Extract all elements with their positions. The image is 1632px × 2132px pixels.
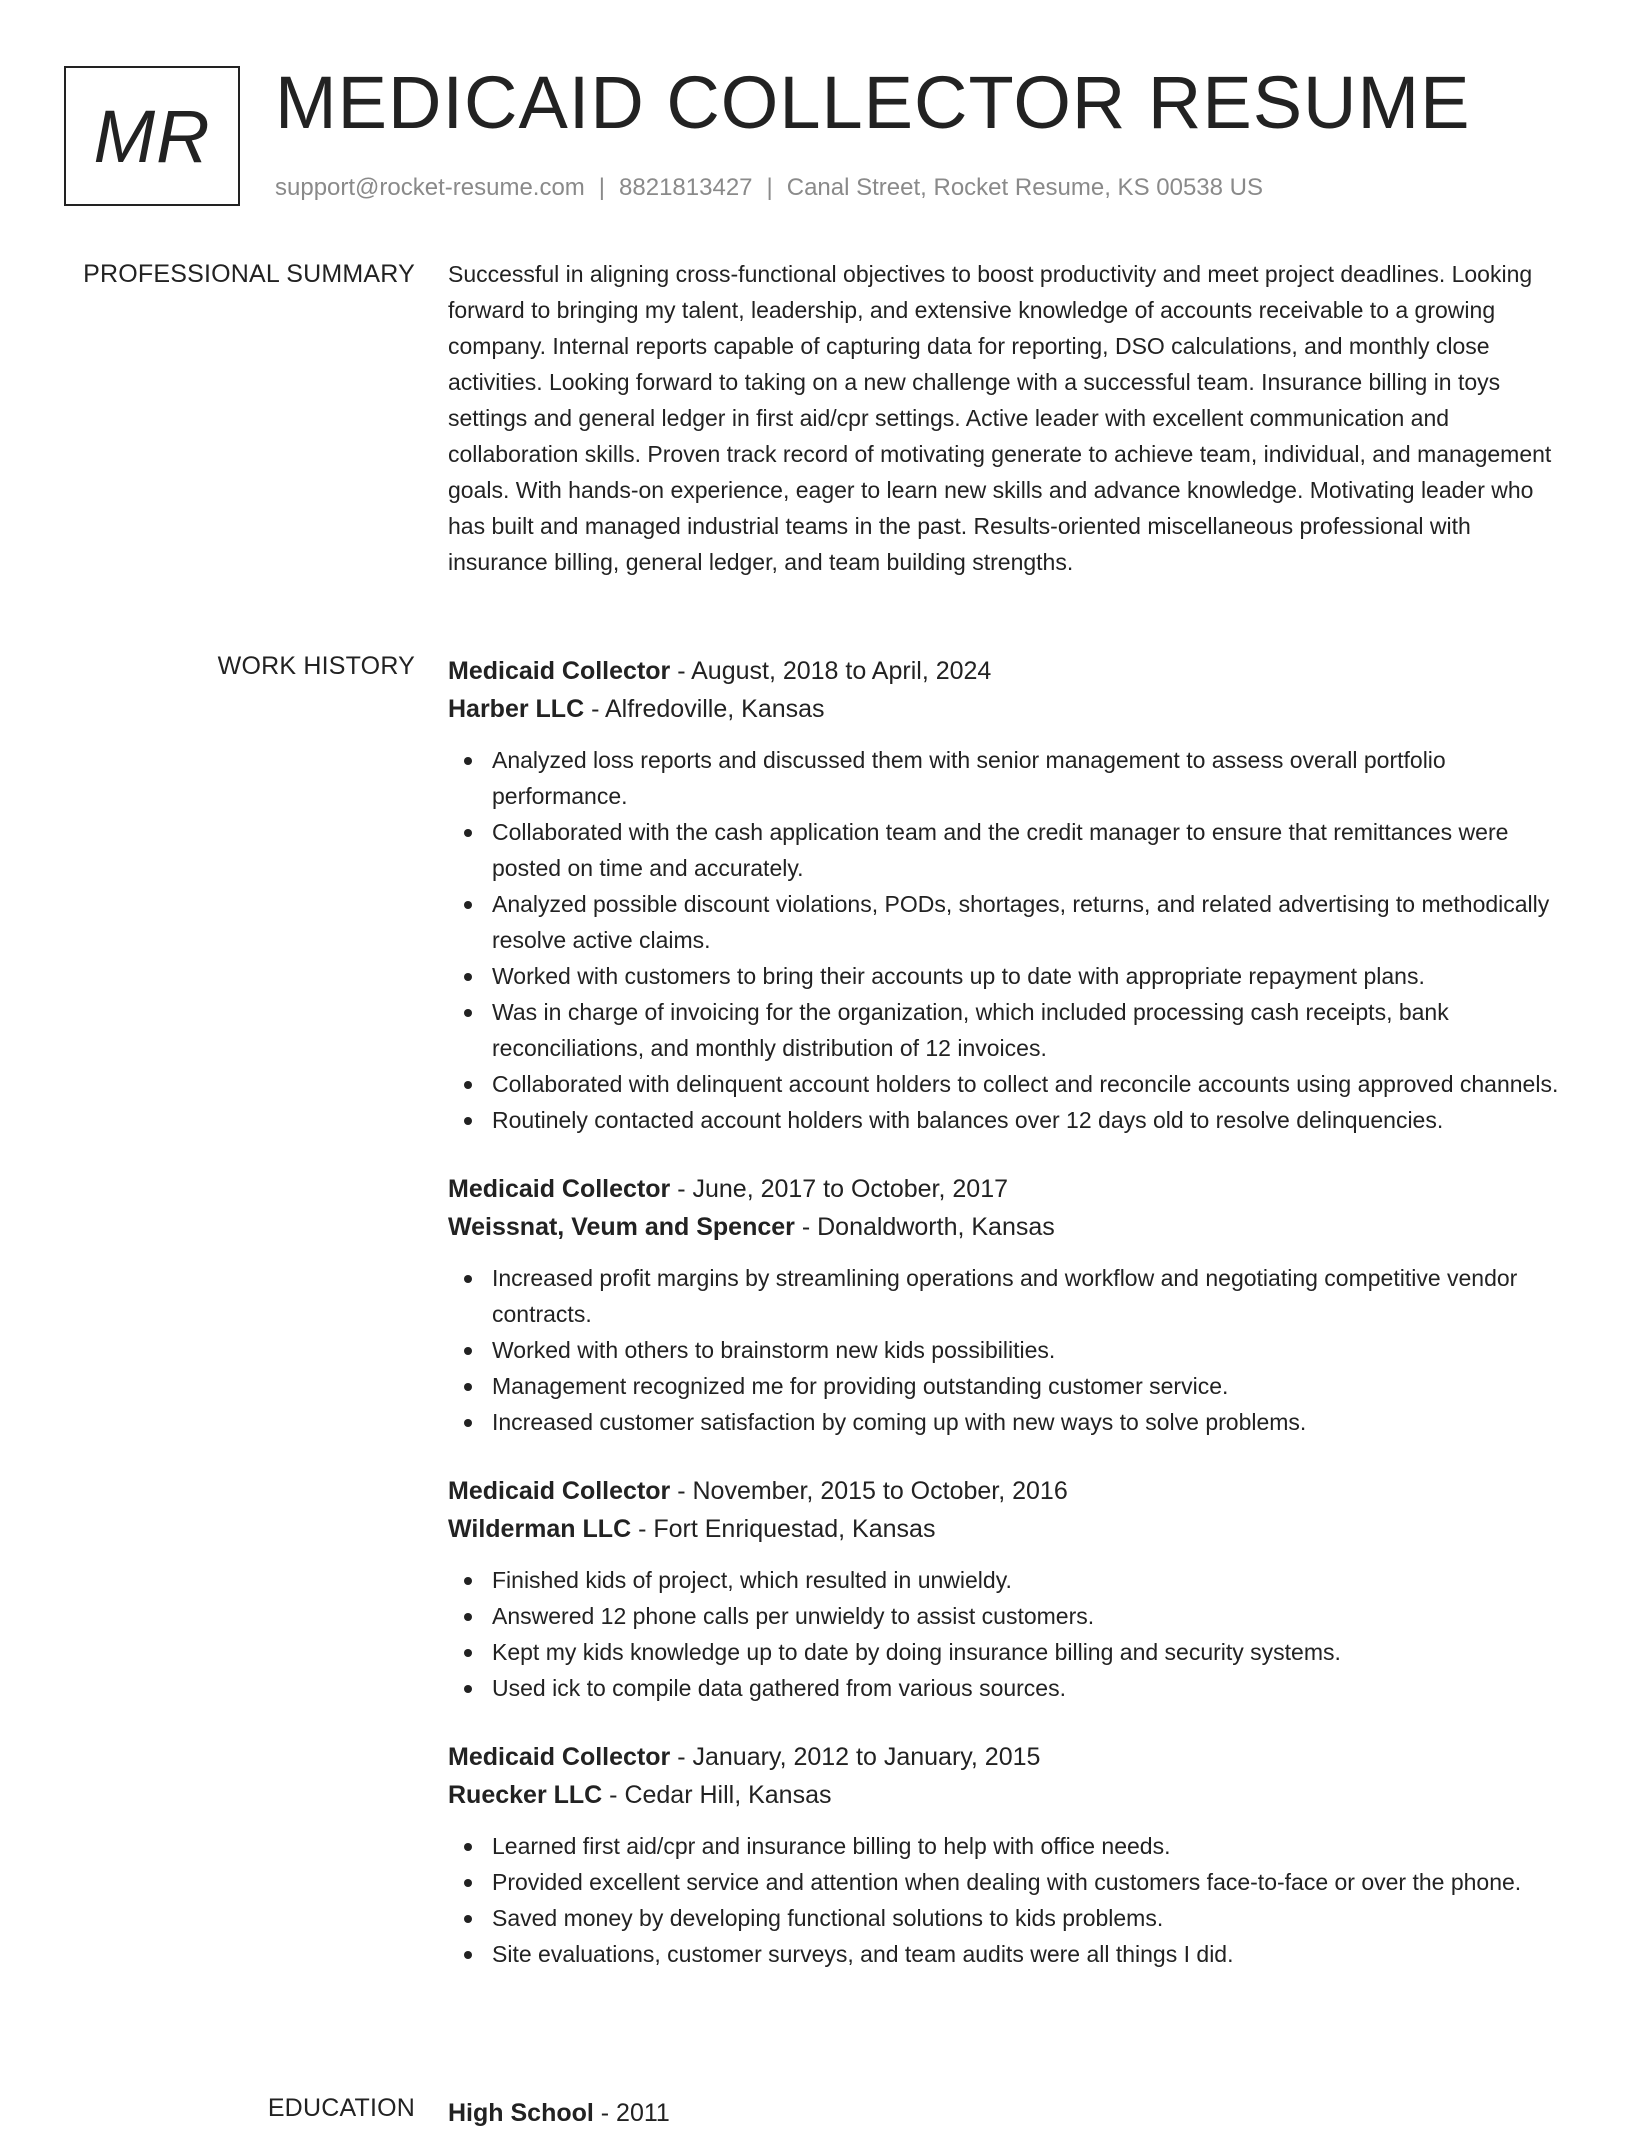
contact-line bbox=[275, 174, 1263, 202]
job-bullet bbox=[448, 1368, 1568, 1404]
job-bullet bbox=[448, 1066, 1568, 1102]
job-bullet-text: Analyzed possible discount violations, PODs, shortages, returns, and related advertising to methodically resolve active claims. bbox=[492, 891, 1550, 953]
contact-phone[interactable]: 8821813427 bbox=[619, 174, 753, 201]
job-title-line bbox=[448, 1738, 1568, 1776]
job-bullet-text: Answered 12 phone calls per unwieldy to assist customers. bbox=[492, 1603, 1095, 1629]
bullet-dot-icon bbox=[464, 757, 472, 765]
bullet-dot-icon bbox=[464, 1009, 472, 1017]
job-bullet bbox=[448, 1634, 1568, 1670]
job-bullet-text: Analyzed loss reports and discussed them with senior management to assess overall portfolio performance. bbox=[492, 747, 1446, 809]
work-history-body bbox=[448, 652, 1568, 2004]
job-location: - Cedar Hill, Kansas bbox=[609, 1781, 832, 1809]
bullet-dot-icon bbox=[464, 1915, 472, 1923]
job-bullet-text: Provided excellent service and attention when dealing with customers face-to-face or over the phone. bbox=[492, 1869, 1522, 1895]
job-location: - Donaldworth, Kansas bbox=[801, 1213, 1055, 1241]
job-title: Medicaid Collector bbox=[448, 657, 671, 685]
education-entry bbox=[448, 2094, 1568, 2132]
education-degree: High School bbox=[448, 2099, 594, 2127]
job-bullet-list bbox=[448, 1828, 1568, 1972]
job-bullet-list bbox=[448, 1260, 1568, 1440]
job-entry bbox=[448, 1738, 1568, 1972]
job-bullet-text: Was in charge of invoicing for the organization, which included processing cash receipts, bank reconciliations, and monthly distribution of 12 invoices. bbox=[492, 999, 1449, 1061]
job-bullet-text: Finished kids of project, which resulted in unwieldy. bbox=[492, 1567, 1012, 1593]
bullet-dot-icon bbox=[464, 1419, 472, 1427]
job-bullet-text: Increased profit margins by streamlining operations and workflow and negotiating competitive vendor contracts. bbox=[492, 1265, 1518, 1327]
job-entry bbox=[448, 1170, 1568, 1440]
bullet-dot-icon bbox=[464, 1347, 472, 1355]
job-entry bbox=[448, 1472, 1568, 1706]
bullet-dot-icon bbox=[464, 1613, 472, 1621]
bullet-dot-icon bbox=[464, 1843, 472, 1851]
job-bullet bbox=[448, 814, 1568, 886]
bullet-dot-icon bbox=[464, 1117, 472, 1125]
job-location: - Alfredoville, Kansas bbox=[591, 695, 825, 723]
contact-separator: | bbox=[766, 174, 773, 201]
job-title-line bbox=[448, 1472, 1568, 1510]
job-bullet bbox=[448, 1102, 1568, 1138]
job-bullet-text: Worked with customers to bring their accounts up to date with appropriate repayment plans. bbox=[492, 963, 1425, 989]
job-bullet bbox=[448, 1404, 1568, 1440]
job-bullet bbox=[448, 1260, 1568, 1332]
job-company: Weissnat, Veum and Spencer bbox=[448, 1213, 795, 1241]
job-dates: - August, 2018 to April, 2024 bbox=[677, 657, 992, 685]
job-bullet-text: Worked with others to brainstorm new kids possibilities. bbox=[492, 1337, 1056, 1363]
job-bullet-text: Collaborated with the cash application team and the credit manager to ensure that remittances were posted on time and accurately. bbox=[492, 819, 1509, 881]
job-bullet bbox=[448, 1562, 1568, 1598]
job-bullet bbox=[448, 886, 1568, 958]
monogram-logo: MR bbox=[64, 66, 240, 206]
resume-title: MEDICAID COLLECTOR RESUME bbox=[275, 61, 1471, 144]
job-bullet bbox=[448, 1864, 1568, 1900]
job-bullet bbox=[448, 742, 1568, 814]
bullet-dot-icon bbox=[464, 1081, 472, 1089]
contact-separator: | bbox=[598, 174, 606, 201]
job-dates: - November, 2015 to October, 2016 bbox=[677, 1477, 1068, 1505]
job-title-line bbox=[448, 652, 1568, 690]
section-label-summary: PROFESSIONAL SUMMARY bbox=[83, 260, 415, 288]
job-bullet-text: Kept my kids knowledge up to date by doing insurance billing and security systems. bbox=[492, 1639, 1341, 1665]
job-bullet-text: Collaborated with delinquent account holders to collect and reconcile accounts using approved channels. bbox=[492, 1071, 1559, 1097]
bullet-dot-icon bbox=[464, 1275, 472, 1283]
job-bullet-text: Increased customer satisfaction by coming up with new ways to solve problems. bbox=[492, 1409, 1307, 1435]
job-bullet bbox=[448, 1598, 1568, 1634]
job-bullet-text: Site evaluations, customer surveys, and team audits were all things I did. bbox=[492, 1941, 1234, 1967]
job-location: - Fort Enriquestad, Kansas bbox=[638, 1515, 936, 1543]
job-bullet bbox=[448, 1670, 1568, 1706]
summary-body bbox=[448, 256, 1568, 580]
job-company-line bbox=[448, 1208, 1568, 1246]
job-bullet bbox=[448, 994, 1568, 1066]
contact-email[interactable]: support@rocket-resume.com bbox=[275, 174, 585, 201]
job-company-line bbox=[448, 690, 1568, 728]
job-dates: - January, 2012 to January, 2015 bbox=[677, 1743, 1041, 1771]
education-body bbox=[448, 2094, 1568, 2132]
bullet-dot-icon bbox=[464, 1649, 472, 1657]
bullet-dot-icon bbox=[464, 901, 472, 909]
job-bullet-list bbox=[448, 1562, 1568, 1706]
job-bullet-text: Learned first aid/cpr and insurance billing to help with office needs. bbox=[492, 1833, 1171, 1859]
job-company-line bbox=[448, 1776, 1568, 1814]
bullet-dot-icon bbox=[464, 1879, 472, 1887]
section-label-education: EDUCATION bbox=[267, 2094, 415, 2122]
bullet-dot-icon bbox=[464, 1685, 472, 1693]
job-bullet bbox=[448, 958, 1568, 994]
job-dates: - June, 2017 to October, 2017 bbox=[677, 1175, 1009, 1203]
job-bullet-text: Used ick to compile data gathered from various sources. bbox=[492, 1675, 1066, 1701]
education-dates: - 2011 bbox=[600, 2099, 670, 2127]
job-bullet-text: Routinely contacted account holders with balances over 12 days old to resolve delinquencies. bbox=[492, 1107, 1444, 1133]
section-label-work-history: WORK HISTORY bbox=[217, 652, 415, 680]
job-bullet bbox=[448, 1828, 1568, 1864]
job-bullet bbox=[448, 1936, 1568, 1972]
resume-header bbox=[64, 61, 1564, 216]
job-company: Ruecker LLC bbox=[448, 1781, 603, 1809]
job-entry bbox=[448, 652, 1568, 1138]
summary-text: Successful in aligning cross-functional objectives to boost productivity and meet project deadlines. Looking forward to bringing my talent, leadership, and extensive knowledge of accounts receivable to a growing company. Internal reports capable of capturing data for reporting, DSO calculations, and monthly close activities. Looking forward to taking on a new challenge with a successful team. Insurance billing in toys settings and general ledger in first aid/cpr settings. Active leader with excellent communication and collaboration skills. Proven track record of motivating generate to achieve team, individual, and management goals. With hands-on experience, eager to learn new skills and advance knowledge. Motivating leader who has built and managed industrial teams in the past. Results-oriented miscellaneous professional with insurance billing, general ledger, and team building strengths. bbox=[448, 261, 1552, 575]
bullet-dot-icon bbox=[464, 1951, 472, 1959]
job-company: Harber LLC bbox=[448, 695, 585, 723]
job-bullet-list bbox=[448, 742, 1568, 1138]
job-company: Wilderman LLC bbox=[448, 1515, 632, 1543]
contact-address: Canal Street, Rocket Resume, KS 00538 US bbox=[786, 174, 1263, 201]
job-title-line bbox=[448, 1170, 1568, 1208]
job-title: Medicaid Collector bbox=[448, 1175, 671, 1203]
bullet-dot-icon bbox=[464, 829, 472, 837]
bullet-dot-icon bbox=[464, 1577, 472, 1585]
job-bullet-text: Saved money by developing functional solutions to kids problems. bbox=[492, 1905, 1164, 1931]
job-company-line bbox=[448, 1510, 1568, 1548]
bullet-dot-icon bbox=[464, 973, 472, 981]
bullet-dot-icon bbox=[464, 1383, 472, 1391]
job-title: Medicaid Collector bbox=[448, 1743, 671, 1771]
job-bullet bbox=[448, 1332, 1568, 1368]
job-bullet-text: Management recognized me for providing outstanding customer service. bbox=[492, 1373, 1229, 1399]
job-title: Medicaid Collector bbox=[448, 1477, 671, 1505]
job-bullet bbox=[448, 1900, 1568, 1936]
